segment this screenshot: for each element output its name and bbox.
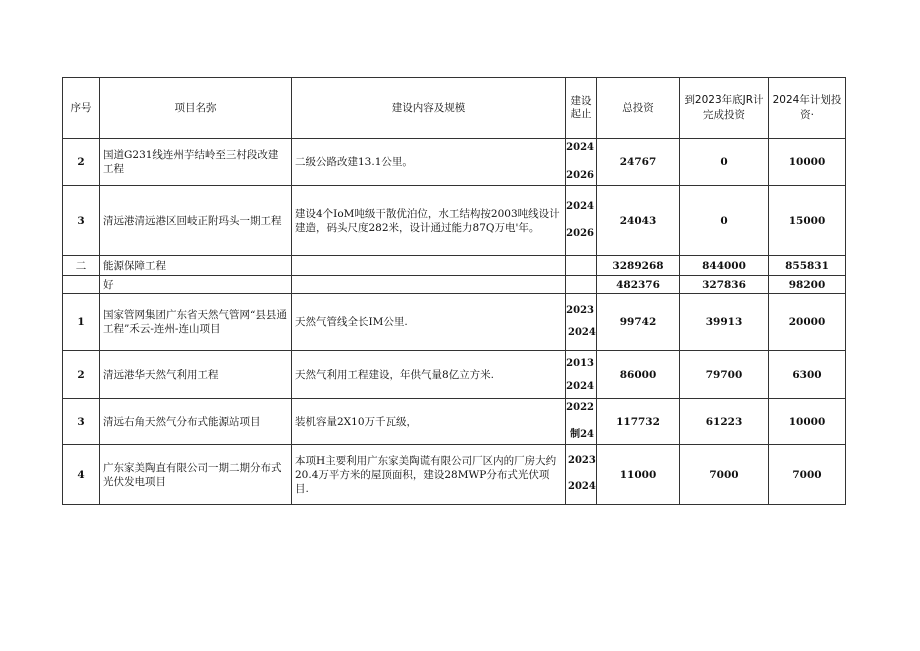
row-start-year: 2013 [566, 358, 594, 369]
row-plan: 20000 [769, 294, 846, 351]
subsection-seq [63, 276, 100, 294]
section-content [292, 256, 566, 276]
subsection-plan: 98200 [769, 276, 846, 294]
row-period [566, 351, 597, 399]
row-name: 清远港清远港区回岐正附玛头一期工程 [100, 186, 292, 256]
row-start-year: 2023 [568, 455, 596, 466]
section-seq: 二 [63, 256, 100, 276]
header-seq: 序号 [63, 78, 100, 139]
row-seq: 4 [63, 445, 100, 505]
row-period [566, 399, 597, 445]
subsection-total: 482376 [597, 276, 680, 294]
row-content: 天然气利用工程建设，年供气量8亿立方米. [292, 351, 566, 399]
row-content: 天然气管线全长IM公里. [292, 294, 566, 351]
table-row [63, 139, 846, 186]
row-plan: 10000 [769, 399, 846, 445]
row-end-year: 2024 [568, 327, 596, 338]
row-start-year: 2024 [566, 142, 594, 153]
table-row [63, 445, 846, 505]
row-seq: 2 [63, 351, 100, 399]
table-row [63, 186, 846, 256]
section-name: 能源保障工程 [100, 256, 292, 276]
row-done: 0 [680, 139, 769, 186]
row-total: 86000 [597, 351, 680, 399]
row-done: 79700 [680, 351, 769, 399]
section-plan: 855831 [769, 256, 846, 276]
header-total: 总投资 [597, 78, 680, 139]
header-done: 到2023年底JR计完成投资 [680, 78, 769, 139]
row-start-year: 2024 [566, 201, 594, 212]
row-name: 清远港华天然气利用工程 [100, 351, 292, 399]
row-plan: 15000 [769, 186, 846, 256]
header-name: 项目名弥 [100, 78, 292, 139]
row-start-year: 2023 [566, 305, 594, 316]
row-end-year: 2026 [566, 228, 594, 239]
section-period [566, 256, 597, 276]
row-done: 0 [680, 186, 769, 256]
row-content: 二级公路改建13.1公里。 [292, 139, 566, 186]
row-done: 39913 [680, 294, 769, 351]
section-row [63, 256, 846, 276]
row-content: 建设4个IoM吨级干散优泊位，水工结构按2003吨线设计建造，码头尺度282米，设计通过能力87Q万电'年。 [292, 186, 566, 256]
row-total: 117732 [597, 399, 680, 445]
header-content: 建设内容及规模 [292, 78, 566, 139]
row-done: 61223 [680, 399, 769, 445]
row-end-year: 制24 [570, 429, 594, 440]
row-seq: 3 [63, 399, 100, 445]
row-seq: 1 [63, 294, 100, 351]
row-name: 国家管网集团广东省天然气管网“县县通工程”禾云-连州-连山项目 [100, 294, 292, 351]
row-total: 11000 [597, 445, 680, 505]
subsection-name: 好 [100, 276, 292, 294]
table-row [63, 351, 846, 399]
row-plan: 7000 [769, 445, 846, 505]
row-total: 24043 [597, 186, 680, 256]
row-name: 广东家美陶直有限公司一期二期分布式光伏发电项目 [100, 445, 292, 505]
row-period [566, 139, 597, 186]
row-end-year: 2024 [566, 381, 594, 392]
row-plan: 6300 [769, 351, 846, 399]
section-total: 3289268 [597, 256, 680, 276]
row-seq: 3 [63, 186, 100, 256]
subsection-done: 327836 [680, 276, 769, 294]
header-plan: 2024年计划投资· [769, 78, 846, 139]
row-content: 本项H主要利用广东家美陶谎有限公司厂区内的厂房大约20.4万平方米的屋顶面积，建设28MWP分布式光伏项目. [292, 445, 566, 505]
subsection-content [292, 276, 566, 294]
table-row [63, 399, 846, 445]
row-end-year: 2024 [568, 481, 596, 492]
row-period [566, 294, 597, 351]
row-content: 装机容量2X10万千瓦级， [292, 399, 566, 445]
project-table [62, 77, 846, 505]
row-name: 清远右角天然气分布式能源站项目 [100, 399, 292, 445]
row-plan: 10000 [769, 139, 846, 186]
row-name: 国道G231线连州芋结岭至三村段改建工程 [100, 139, 292, 186]
row-seq: 2 [63, 139, 100, 186]
header-period: 建设起止 [566, 78, 597, 139]
row-period [566, 445, 597, 505]
subsection-period [566, 276, 597, 294]
subsection-row [63, 276, 846, 294]
row-total: 99742 [597, 294, 680, 351]
row-total: 24767 [597, 139, 680, 186]
section-done: 844000 [680, 256, 769, 276]
table-header-row [63, 78, 846, 139]
row-period [566, 186, 597, 256]
row-done: 7000 [680, 445, 769, 505]
row-end-year: 2026 [566, 170, 594, 181]
table-row [63, 294, 846, 351]
row-start-year: 2022 [566, 402, 594, 413]
